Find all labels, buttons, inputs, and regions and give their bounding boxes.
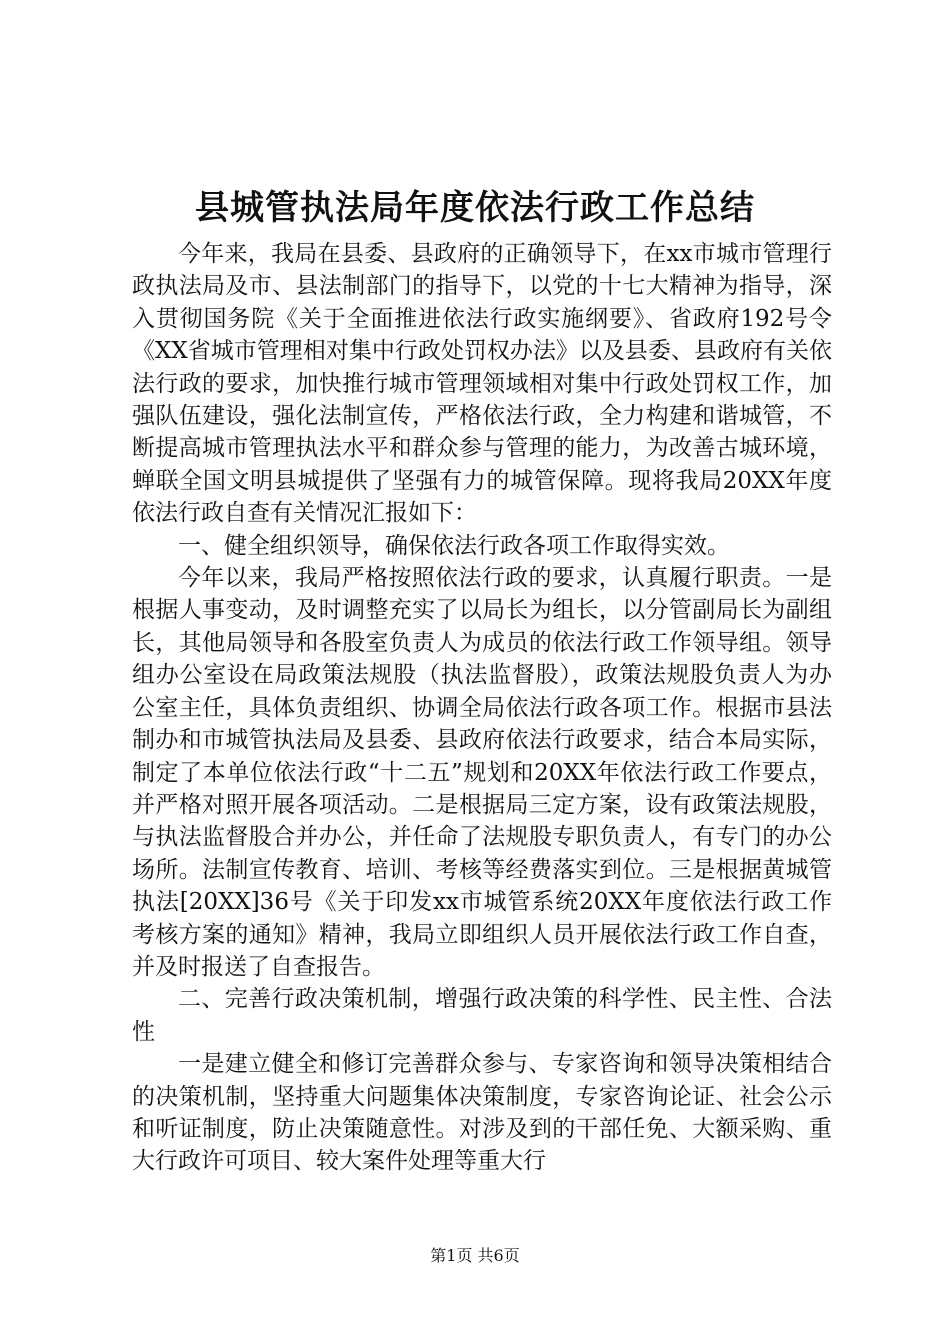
- paragraph-section-1: 今年以来，我局严格按照依法行政的要求，认真履行职责。一是根据人事变动，及时调整充实了以局长为组长，以分管副局长为副组长，其他局领导和各股室负责人为成员的依法行政工作领导组。领导组办公室设在局政策法规股（执法监督股），政策法规股负责人为办公室主任，具体负责组织、协调全局依法行政各项工作。根据市县法制办和市城管执法局及县委、县政府依法行政要求，结合本局实际，制定了本单位依法行政“十二五”规划和20XX年依法行政工作要点，并严格对照开展各项活动。二是根据局三定方案，设有政策法规股，与执法监督股合并办公，并任命了法规股专职负责人，有专门的办公场所。法制宣传教育、培训、考核等经费落实到位。三是根据黄城管执法[20XX]36号《关于印发xx市城管系统20XX年度依法行政工作考核方案的通知》精神，我局立即组织人员开展依法行政工作自查，并及时报送了自查报告。: [132, 565, 832, 980]
- paragraph-intro: 今年来，我局在县委、县政府的正确领导下，在xx市城市管理行政执法局及市、县法制部门的指导下，以党的十七大精神为指导，深入贯彻国务院《关于全面推进依法行政实施纲要》、省政府192号令《XX省城市管理相对集中行政处罚权办法》以及县委、县政府有关依法行政的要求，加快推行城市管理领域相对集中行政处罚权工作，加强队伍建设，强化法制宣传，严格依法行政，全力构建和谐城管，不断提高城市管理执法水平和群众参与管理的能力，为改善古城环境，蝉联全国文明县城提供了坚强有力的城管保障。现将我局20XX年度依法行政自查有关情况汇报如下：: [132, 241, 832, 527]
- page-number-footer: 第1页 共6页: [430, 1246, 520, 1265]
- section-heading-1: 一、健全组织领导，确保依法行政各项工作取得实效。: [178, 532, 730, 559]
- document-title: 县城管执法局年度依法行政工作总结: [195, 188, 755, 228]
- section-heading-2: 二、完善行政决策机制，增强行政决策的科学性、民主性、合法性: [132, 986, 832, 1045]
- paragraph-section-2: 一是建立健全和修订完善群众参与、专家咨询和领导决策相结合的决策机制，坚持重大问题集体决策制度，专家咨询论证、社会公示和听证制度，防止决策随意性。对涉及到的干部任免、大额采购、重大行政许可项目、较大案件处理等重大行: [132, 1051, 832, 1175]
- document-body: [132, 238, 832, 1178]
